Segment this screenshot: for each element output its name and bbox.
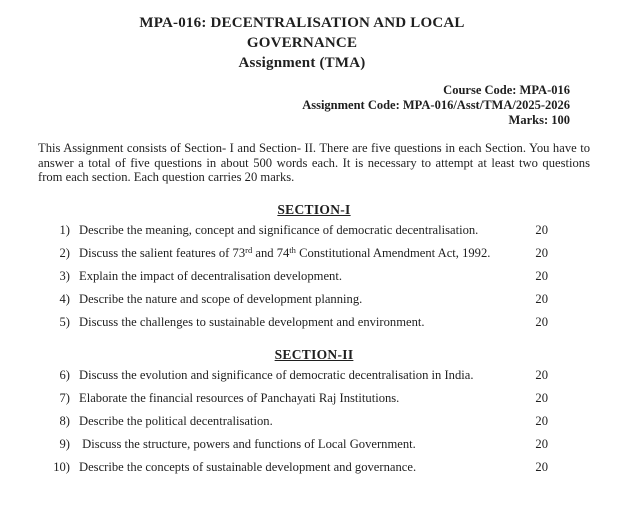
- question-number: 7): [59, 390, 70, 405]
- question-number: 10): [53, 459, 70, 474]
- question-number: 4): [59, 291, 70, 306]
- course-code: Course Code: MPA-016: [443, 83, 570, 97]
- question-number: 9): [59, 436, 70, 451]
- question-text: Discuss the evolution and significance of democratic decentralisation in India.: [79, 367, 474, 382]
- question-marks: 20: [535, 436, 548, 451]
- question-row: [40, 315, 548, 329]
- question-text: Discuss the structure, powers and functions of Local Government.: [79, 436, 416, 451]
- question-number: 2): [59, 245, 70, 260]
- question-number: 3): [59, 268, 70, 283]
- question-number: 1): [59, 222, 70, 237]
- question-text: Describe the political decentralisation.: [79, 413, 273, 428]
- question-marks: 20: [535, 314, 548, 329]
- question-text: Describe the nature and scope of development planning.: [79, 291, 363, 306]
- question-text: Explain the impact of decentralisation development.: [79, 268, 342, 283]
- assignment-meta-block: [38, 83, 570, 128]
- instructions-paragraph: This Assignment consists of Section- I and Section- II. There are five questions in each Section. You have to answer a total of five questions in about 500 words each. It is necessary to attempt at least two questions from each section. Each question carries 20 marks.: [38, 141, 590, 184]
- question-row: [40, 391, 548, 405]
- question-number: 8): [59, 413, 70, 428]
- assignment-code: Assignment Code: MPA-016/Asst/TMA/2025-2026: [302, 98, 570, 112]
- section-1-heading: SECTION-I: [277, 201, 351, 217]
- question-text: Discuss the salient features of 73rd and 74th Constitutional Amendment Act, 1992.: [79, 244, 491, 260]
- document-title: [38, 13, 566, 73]
- section-2-questions: [40, 368, 548, 474]
- question-row: [40, 223, 548, 237]
- question-row: [40, 292, 548, 306]
- total-marks: Marks: 100: [508, 113, 570, 127]
- question-text: Discuss the challenges to sustainable development and environment.: [79, 314, 425, 329]
- question-marks: 20: [535, 367, 548, 382]
- question-marks: 20: [535, 413, 548, 428]
- question-row: [40, 269, 548, 283]
- question-number: 5): [59, 314, 70, 329]
- question-marks: 20: [535, 390, 548, 405]
- section-1-questions: [40, 223, 548, 329]
- question-text: Describe the concepts of sustainable development and governance.: [79, 459, 417, 474]
- question-row: [40, 460, 548, 474]
- question-marks: 20: [535, 459, 548, 474]
- question-row: [40, 246, 548, 260]
- section-2-heading: SECTION-II: [274, 346, 354, 362]
- question-row: [40, 414, 548, 428]
- question-marks: 20: [535, 268, 548, 283]
- question-row: [40, 437, 548, 451]
- course-title-line-1: MPA-016: DECENTRALISATION AND LOCAL: [139, 15, 465, 31]
- question-text: Describe the meaning, concept and significance of democratic decentralisation.: [79, 222, 479, 237]
- question-number: 6): [59, 367, 70, 382]
- assignment-type-line: Assignment (TMA): [238, 55, 366, 71]
- course-title-line-2: GOVERNANCE: [246, 35, 358, 51]
- question-row: [40, 368, 548, 382]
- question-marks: 20: [535, 245, 548, 260]
- question-marks: 20: [535, 222, 548, 237]
- question-text: Elaborate the financial resources of Panchayati Raj Institutions.: [79, 390, 400, 405]
- question-marks: 20: [535, 291, 548, 306]
